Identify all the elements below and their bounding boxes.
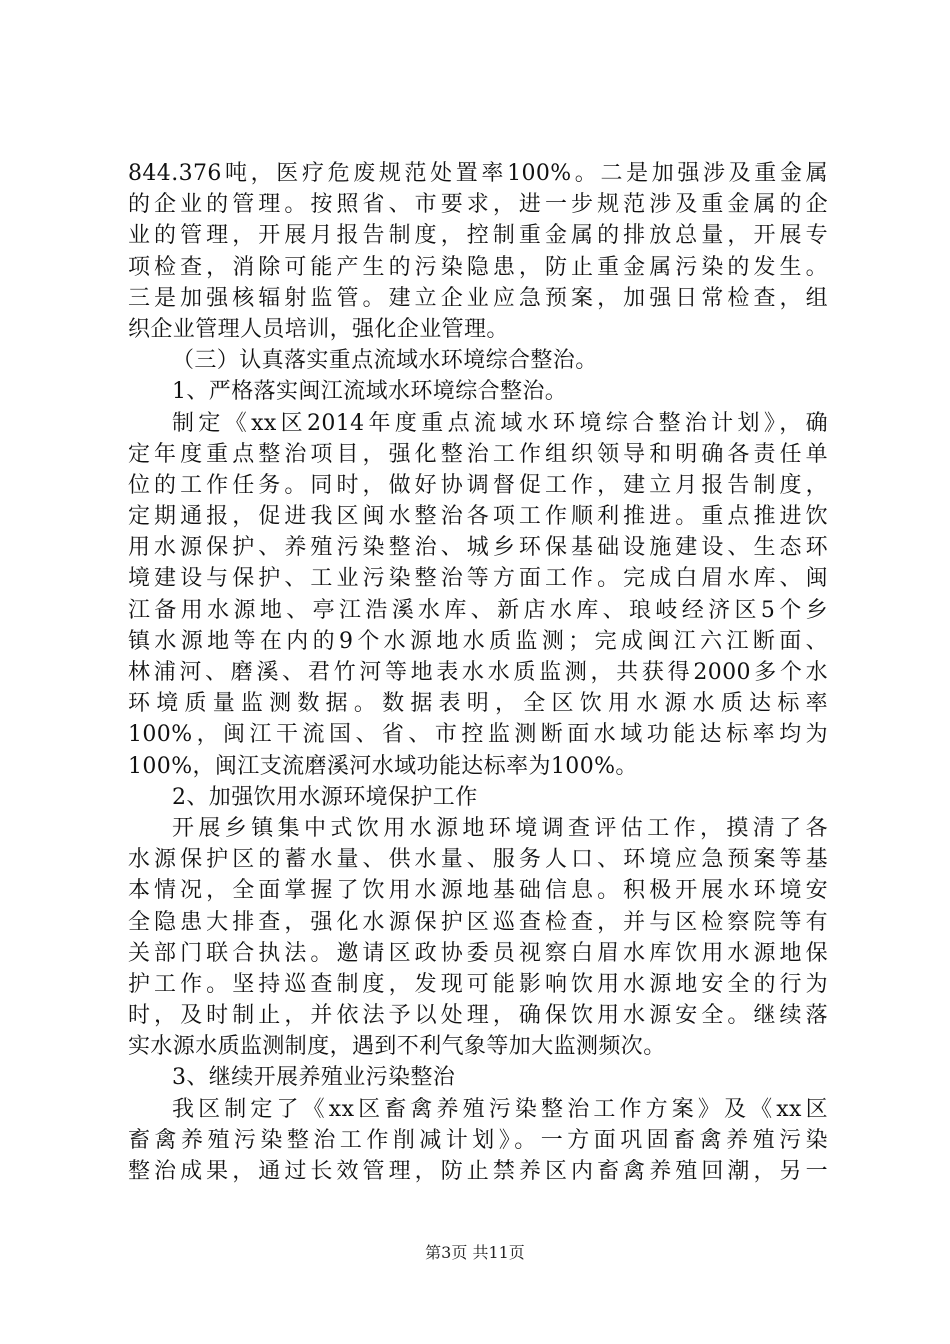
subsection-heading: 2、加强饮用水源环境保护工作 <box>172 784 478 810</box>
text-line: 业的管理，开展月报告制度，控制重金属的排放总量，开展专 <box>128 223 828 249</box>
document-body <box>128 158 828 1187</box>
text-line: 844.376吨，医疗危废规范处置率100%。二是加强涉及重金属 <box>128 161 828 186</box>
text-line: 的企业的管理。按照省、市要求，进一步规范涉及重金属的企 <box>128 192 828 218</box>
text-line: 整治成果，通过长效管理，防止禁养区内畜禽养殖回潮，另一 <box>128 1159 828 1184</box>
text-line: 制定《xx区2014年度重点流域水环境综合整治计划》，确 <box>172 410 828 436</box>
text-line: 三是加强核辐射监管。建立企业应急预案，加强日常检查，组 <box>128 285 828 311</box>
text-line: 护工作。坚持巡查制度，发现可能影响饮用水源地安全的行为 <box>128 971 828 997</box>
text-line: 定期通报，促进我区闽水整治各项工作顺利推进。重点推进饮 <box>128 504 828 530</box>
text-line: 项检查，消除可能产生的污染隐患，防止重金属污染的发生。 <box>128 254 828 280</box>
page-footer <box>0 1240 950 1263</box>
text-line: 全隐患大排查，强化水源保护区巡查检查，并与区检察院等有 <box>128 909 828 935</box>
section-heading: （三）认真落实重点流域水环境综合整治。 <box>172 348 598 374</box>
text-line: 环境质量监测数据。数据表明，全区饮用水源水质达标率 <box>128 691 828 717</box>
text-line: 100%，闽江支流磨溪河水域功能达标率为100%。 <box>128 753 638 779</box>
text-line: 位的工作任务。同时，做好协调督促工作，建立月报告制度， <box>128 472 828 498</box>
text-line: 镇水源地等在内的9个水源地水质监测；完成闽江六江断面、 <box>128 628 828 654</box>
text-line: 实水源水质监测制度，遇到不利气象等加大监测频次。 <box>128 1034 666 1060</box>
text-line: 我区制定了《xx区畜禽养殖污染整治工作方案》及《xx区 <box>172 1096 828 1122</box>
text-line: 江备用水源地、亭江浩溪水库、新店水库、琅岐经济区5个乡 <box>128 597 828 623</box>
text-line: 开展乡镇集中式饮用水源地环境调查评估工作，摸清了各 <box>172 815 828 841</box>
text-line: 织企业管理人员培训，强化企业管理。 <box>128 316 509 342</box>
text-line: 本情况，全面掌握了饮用水源地基础信息。积极开展水环境安 <box>128 878 828 904</box>
text-line: 用水源保护、养殖污染整治、城乡环保基础设施建设、生态环 <box>128 535 828 561</box>
text-line: 林浦河、磨溪、君竹河等地表水水质监测，共获得2000多个水 <box>128 660 828 685</box>
text-line: 境建设与保护、工业污染整治等方面工作。完成白眉水库、闽 <box>128 566 828 592</box>
text-line: 时，及时制止，并依法予以处理，确保饮用水源安全。继续落 <box>128 1003 828 1029</box>
text-line: 关部门联合执法。邀请区政协委员视察白眉水库饮用水源地保 <box>128 940 828 966</box>
text-line: 水源保护区的蓄水量、供水量、服务人口、环境应急预案等基 <box>128 847 828 873</box>
text-line: 定年度重点整治项目，强化整治工作组织领导和明确各责任单 <box>128 441 828 467</box>
text-line: 100%，闽江干流国、省、市控监测断面水域功能达标率均为 <box>128 722 828 748</box>
text-line: 畜禽养殖污染整治工作削减计划》。一方面巩固畜禽养殖污染 <box>128 1127 828 1153</box>
page-number-label: 第3页 共11页 <box>425 1243 525 1262</box>
subsection-heading: 1、严格落实闽江流域水环境综合整治。 <box>172 379 568 405</box>
subsection-heading: 3、继续开展养殖业污染整治 <box>172 1065 456 1091</box>
